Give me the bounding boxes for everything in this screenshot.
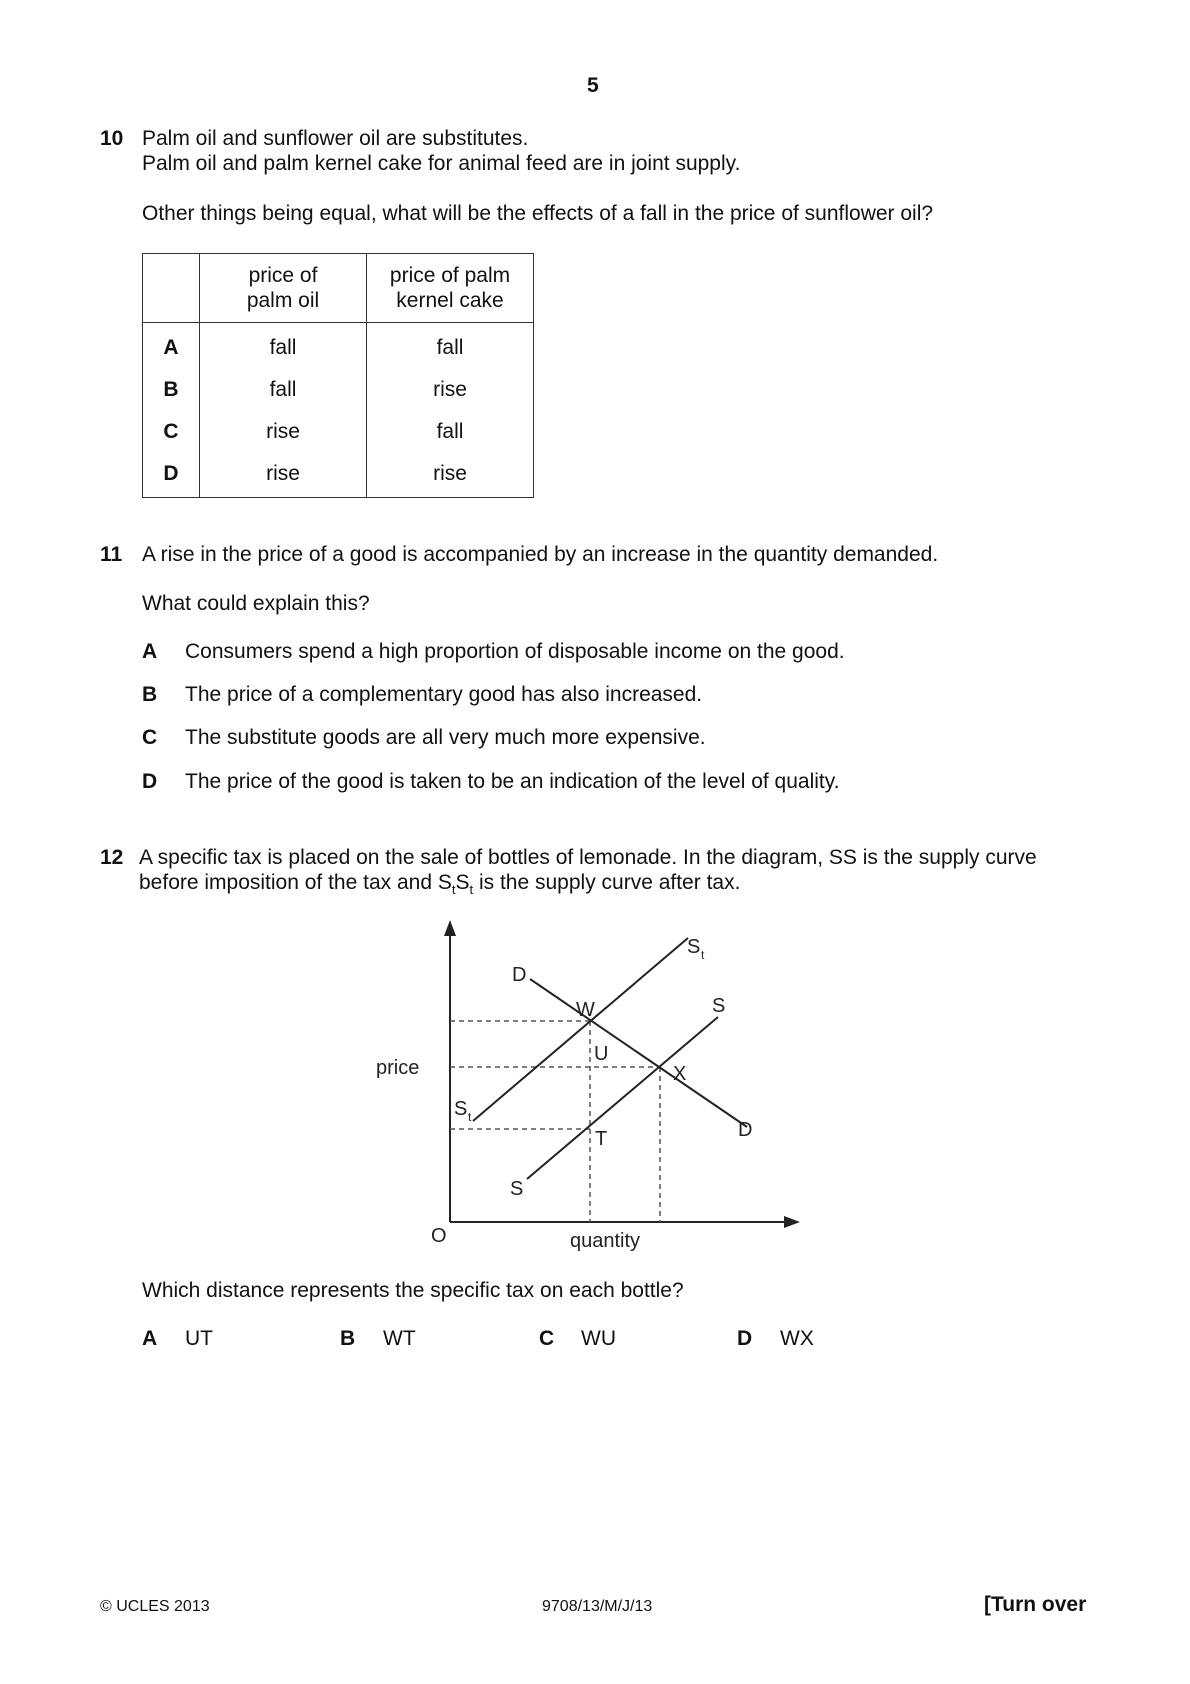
q12-question: Which distance represents the specific tax on each bottle? (142, 1279, 684, 1302)
palm-oil-value: fall (200, 369, 367, 411)
q11-option-a-text: Consumers spend a high proportion of disposable income on the good. (185, 640, 845, 663)
y-axis-label: price (376, 1057, 420, 1079)
kernel-cake-value: fall (367, 411, 534, 453)
label-st-bottom-sub: t (468, 1110, 472, 1124)
q11-option-c-text: The substitute goods are all very much more expensive. (185, 726, 706, 749)
footer-turn-over: [Turn over (984, 1593, 1087, 1616)
palm-oil-value: rise (200, 411, 367, 453)
label-st-top-sub: t (701, 948, 705, 962)
table-row (143, 411, 534, 453)
table-header-palm-oil (200, 254, 367, 323)
q12-stem-line2 (139, 871, 740, 897)
footer-copyright: © UCLES 2013 (100, 1598, 210, 1615)
page-number: 5 (587, 74, 599, 97)
x-axis-label: quantity (570, 1230, 641, 1252)
q10-question: Other things being equal, what will be the effects of a fall in the price of sunflower oil? (142, 202, 934, 225)
table-row (143, 323, 534, 370)
stem-line2-end: is the supply curve after tax. (473, 871, 741, 894)
q12-stem-line1: A specific tax is placed on the sale of bottles of lemonade. In the diagram, SS is the supply curve (139, 846, 1037, 869)
table-header-palm-kernel-cake (367, 254, 534, 323)
y-axis-arrow-icon (444, 920, 456, 936)
option-letter: D (143, 453, 200, 498)
q12-option-d-text: WX (780, 1327, 814, 1350)
palm-oil-value: rise (200, 453, 367, 498)
q11-option-d-letter: D (142, 770, 158, 793)
q11-question: What could explain this? (142, 592, 370, 615)
stem-line2-start: before imposition of the tax and S (139, 871, 452, 894)
q10-line2: Palm oil and palm kernel cake for animal feed are in joint supply. (142, 152, 741, 175)
x-axis-arrow-icon (784, 1216, 800, 1228)
stem-sub-t2: t (469, 882, 474, 898)
footer-code: 9708/13/M/J/13 (542, 1598, 653, 1615)
label-u: U (594, 1043, 609, 1065)
q11-option-c-letter: C (142, 726, 158, 749)
option-letter: C (143, 411, 200, 453)
kernel-cake-value: fall (367, 323, 534, 370)
origin-label: O (431, 1225, 447, 1247)
label-s-bottom: S (510, 1178, 524, 1200)
option-letter: A (143, 323, 200, 370)
q11-option-a-letter: A (142, 640, 158, 663)
q11-option-d-text: The price of the good is taken to be an indication of the level of quality. (185, 770, 840, 793)
q12-option-b-text: WT (383, 1327, 416, 1350)
label-st-top: S (687, 936, 701, 958)
q12-option-d-letter: D (737, 1327, 753, 1350)
q12-option-a-letter: A (142, 1327, 158, 1350)
stem-mid-s: S (455, 871, 470, 894)
kernel-cake-value: rise (367, 369, 534, 411)
q11-stem: A rise in the price of a good is accompanied by an increase in the quantity demanded. (142, 543, 939, 566)
q12-number: 12 (100, 846, 124, 869)
label-w: W (576, 999, 595, 1021)
q12-option-b-letter: B (340, 1327, 356, 1350)
header-palm-oil-l2: palm oil (246, 289, 320, 312)
q11-option-b-letter: B (142, 683, 158, 706)
stem-sub-t1: t (451, 882, 456, 898)
header-palm-oil-l1: price of (248, 264, 318, 287)
label-s-top: S (712, 995, 726, 1017)
q10-answer-table (142, 253, 534, 498)
supply-after-tax-curve (473, 938, 688, 1121)
table-row (143, 369, 534, 411)
q12-option-c-letter: C (539, 1327, 555, 1350)
palm-oil-value: fall (200, 323, 367, 370)
label-x: X (673, 1063, 687, 1085)
table-row (143, 453, 534, 498)
q12-option-c-text: WU (581, 1327, 616, 1350)
label-d-bottom: D (738, 1119, 753, 1141)
option-letter: B (143, 369, 200, 411)
table-header-empty (143, 254, 200, 323)
q10-number: 10 (100, 127, 124, 150)
header-kernel-cake-l1: price of palm (389, 264, 511, 287)
label-d-top: D (512, 964, 527, 986)
kernel-cake-value: rise (367, 453, 534, 498)
label-st-bottom: S (454, 1098, 468, 1120)
q11-option-b-text: The price of a complementary good has also increased. (185, 683, 703, 706)
q12-option-a-text: UT (185, 1327, 213, 1350)
header-kernel-cake-l2: kernel cake (396, 289, 504, 312)
q11-number: 11 (100, 543, 123, 566)
q10-line1: Palm oil and sunflower oil are substitutes. (142, 127, 529, 150)
supply-demand-diagram (370, 910, 820, 1255)
label-t: T (595, 1128, 608, 1150)
